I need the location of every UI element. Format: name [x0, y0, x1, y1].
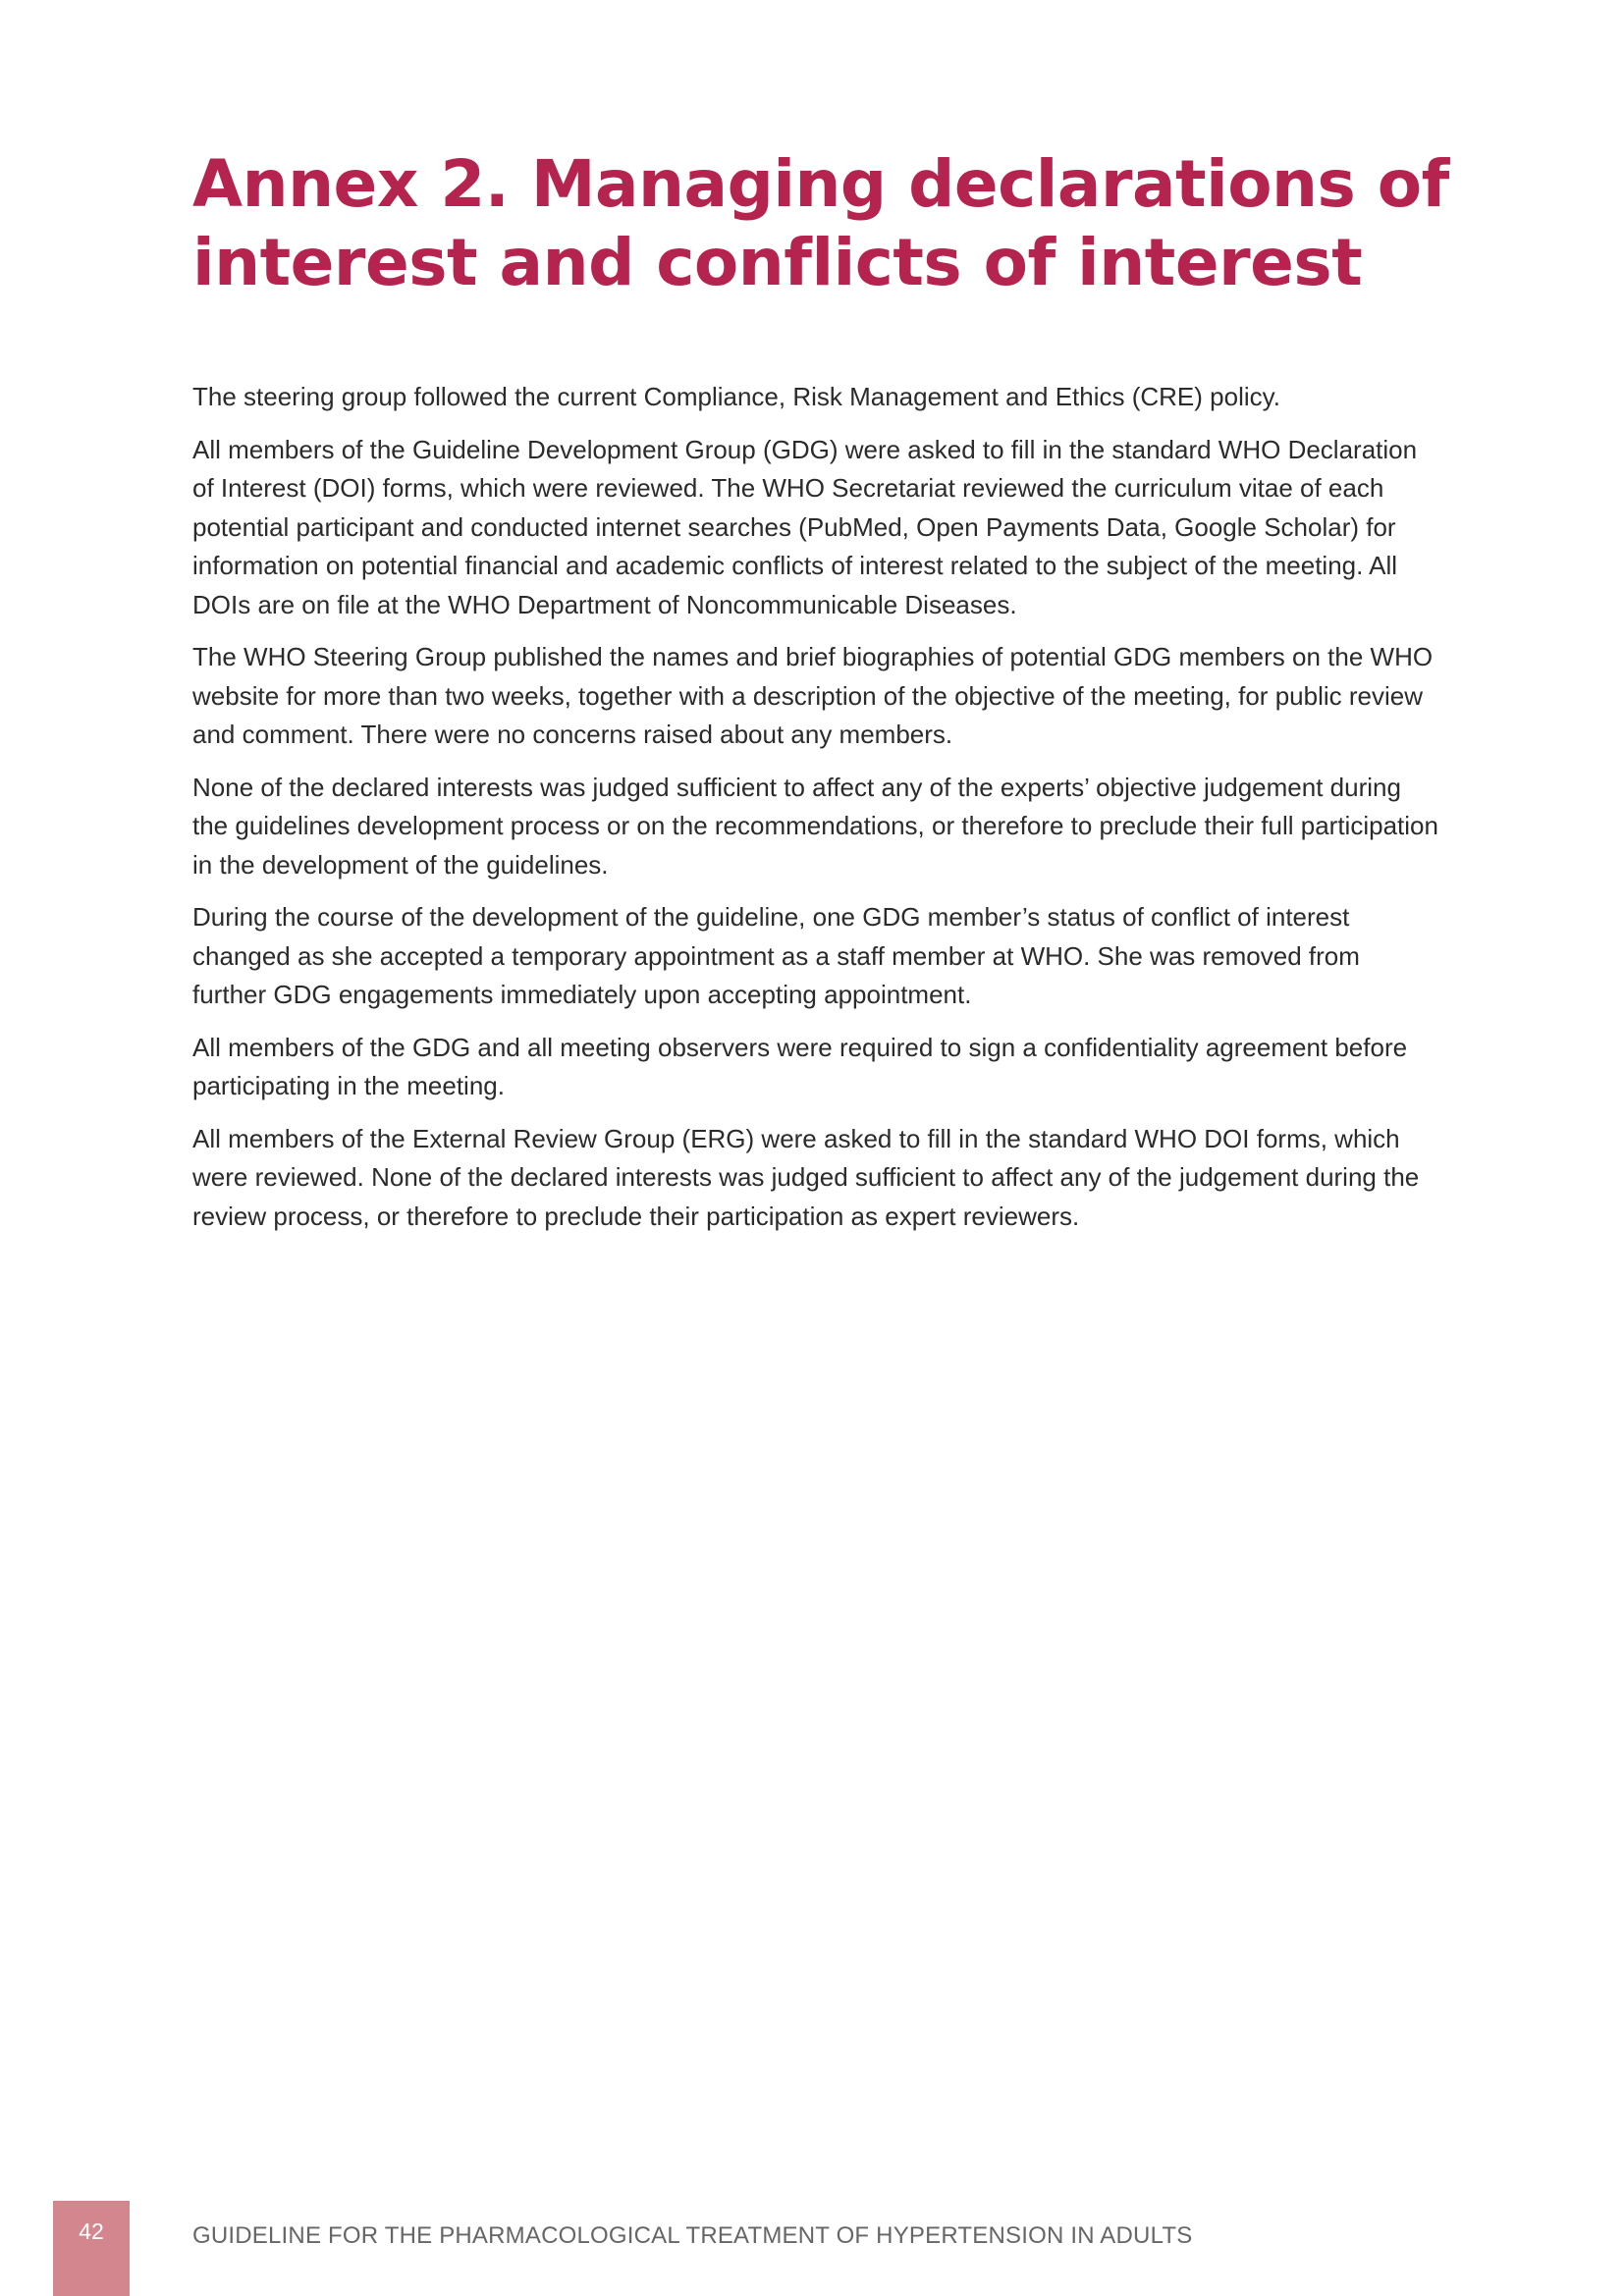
paragraph-cre-policy: The steering group followed the current Compliance, Risk Management and Ethics (CRE) policy.	[192, 382, 1280, 411]
paragraph-external-review: All members of the External Review Group (ERG) were asked to fill in the standard WHO DOI forms, which were reviewed. None of the declared interests was judged sufficient to affect any of the judgement during the review process, or therefore to preclude their participation as expert reviewers.	[192, 1123, 1420, 1231]
paragraph-status-change: During the course of the development of the guideline, one GDG member’s status of conflict of interest changed as she accepted a temporary appointment as a staff member at WHO. She was removed from further GDG engagements immediately upon accepting appointment.	[192, 902, 1360, 1009]
page-title: Annex 2. Managing declarations of interest and conflicts of interest	[192, 146, 1449, 300]
paragraph-confidentiality: All members of the GDG and all meeting observers were required to sign a confidentiality agreement before participating in the meeting.	[192, 1032, 1408, 1100]
running-title: GUIDELINE FOR THE PHARMACOLOGICAL TREATMENT OF HYPERTENSION IN ADULTS	[192, 2222, 1193, 2249]
page-number: 42	[53, 2201, 130, 2296]
paragraph-doi-forms: All members of the Guideline Development Group (GDG) were asked to fill in the standard WHO Declaration of Interest (DOI) forms, which were reviewed. The WHO Secretariat reviewed the curriculum vitae of each potential participant and conducted internet searches (PubMed, Open Payments Data, Google Scholar) for information on potential financial and academic conflicts of interest related to the subject of the meeting. All DOIs are on file at the WHO Department of Noncommunicable Diseases.	[192, 434, 1418, 619]
body-text	[192, 378, 1439, 1250]
paragraph-public-review: The WHO Steering Group published the names and brief biographies of potential GDG members on the WHO website for more than two weeks, together with a description of the objective of the meeting, for public review and comment. There were no concerns raised about any members.	[192, 642, 1434, 749]
paragraph-declared-interests: None of the declared interests was judged sufficient to affect any of the experts’ objective judgement during the guidelines development process or on the recommendations, or therefore to preclude their full participation in the development of the guidelines.	[192, 772, 1438, 880]
